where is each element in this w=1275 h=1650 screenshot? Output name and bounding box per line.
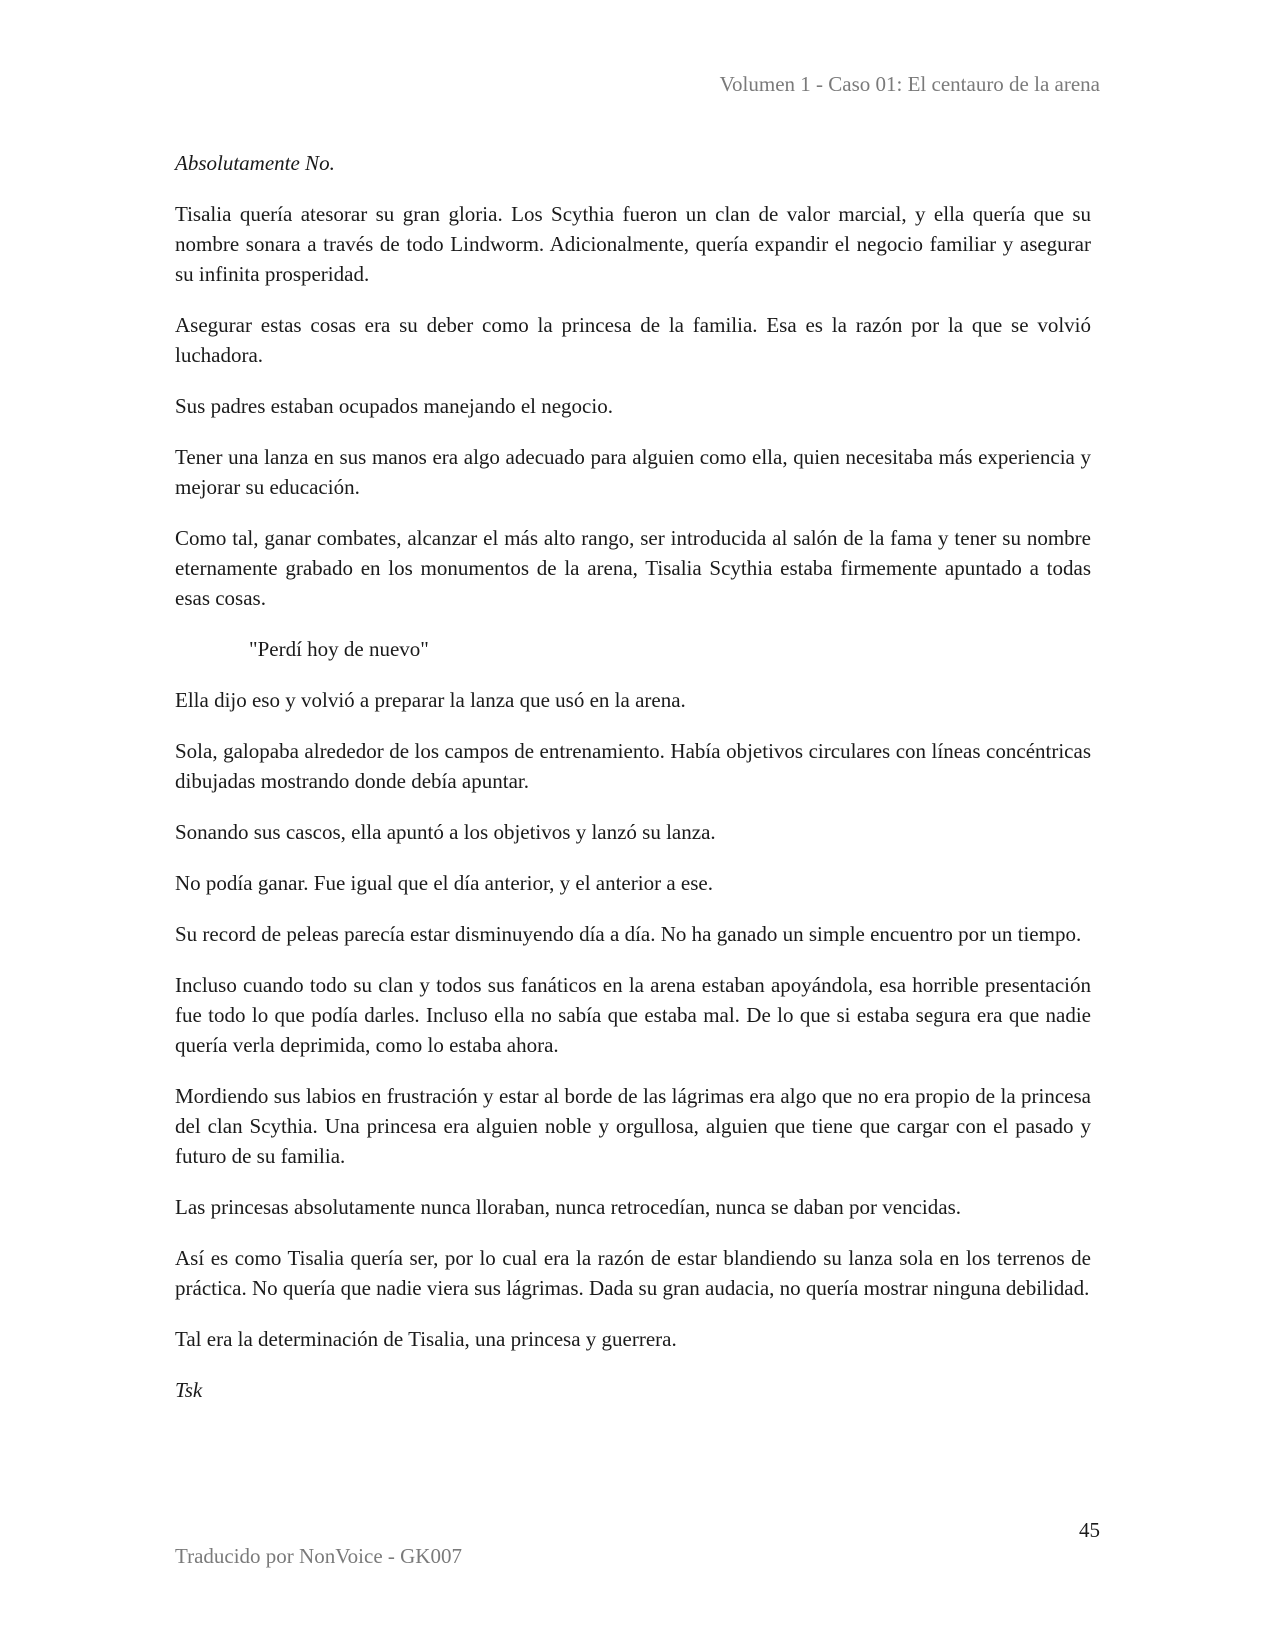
running-header: Volumen 1 - Caso 01: El centauro de la arena xyxy=(719,72,1100,96)
paragraph-15: Las princesas absolutamente nunca lloraban, nunca retrocedían, nunca se daban por vencidas. xyxy=(175,1195,962,1219)
body-text xyxy=(175,148,1091,1426)
paragraph-8: Ella dijo eso y volvió a preparar la lanza que usó en la arena. xyxy=(175,688,686,712)
paragraph-5: Tener una lanza en sus manos era algo adecuado para alguien como ella, quien necesitaba más experiencia y mejorar su educación. xyxy=(175,445,1091,499)
paragraph-12: Su record de peleas parecía estar disminuyendo día a día. No ha ganado un simple encuentro por un tiempo. xyxy=(175,922,1082,946)
paragraph-11: No podía ganar. Fue igual que el día anterior, y el anterior a ese. xyxy=(175,871,713,895)
paragraph-14: Mordiendo sus labios en frustración y estar al borde de las lágrimas era algo que no era propio de la princesa del clan Scythia. Una princesa era alguien noble y orgullosa, alguien que tiene que cargar con el pasado y futuro de su familia. xyxy=(175,1084,1091,1168)
paragraph-4: Sus padres estaban ocupados manejando el negocio. xyxy=(175,394,613,418)
paragraph-10: Sonando sus cascos, ella apuntó a los objetivos y lanzó su lanza. xyxy=(175,820,716,844)
paragraph-16: Así es como Tisalia quería ser, por lo cual era la razón de estar blandiendo su lanza sola en los terrenos de práctica. No quería que nadie viera sus lágrimas. Dada su gran audacia, no quería mostrar ninguna debilidad. xyxy=(175,1246,1091,1300)
footer-credit: Traducido por NonVoice - GK007 xyxy=(175,1544,462,1568)
page-number: 45 xyxy=(1079,1518,1100,1542)
paragraph-13: Incluso cuando todo su clan y todos sus fanáticos en la arena estaban apoyándola, esa horrible presentación fue todo lo que podía darles. Incluso ella no sabía que estaba mal. De lo que si estaba segura era que nadie quería verla deprimida, como lo estaba ahora. xyxy=(175,973,1091,1057)
paragraph-2: Tisalia quería atesorar su gran gloria. Los Scythia fueron un clan de valor marcial, y ella quería que su nombre sonara a través de todo Lindworm. Adicionalmente, quería expandir el negocio familiar y asegurar su infinita prosperidad. xyxy=(175,202,1091,286)
paragraph-17: Tal era la determinación de Tisalia, una princesa y guerrera. xyxy=(175,1327,677,1351)
dialogue-line: "Perdí hoy de nuevo" xyxy=(249,637,429,661)
paragraph-6: Como tal, ganar combates, alcanzar el más alto rango, ser introducida al salón de la fama y tener su nombre eternamente grabado en los monumentos de la arena, Tisalia Scythia estaba firmemente apuntado a todas esas cosas. xyxy=(175,526,1091,610)
paragraph-18: Tsk xyxy=(175,1378,203,1402)
paragraph-1: Absolutamente No. xyxy=(175,151,335,175)
paragraph-9: Sola, galopaba alrededor de los campos de entrenamiento. Había objetivos circulares con líneas concéntricas dibujadas mostrando donde debía apuntar. xyxy=(175,739,1091,793)
paragraph-3: Asegurar estas cosas era su deber como la princesa de la familia. Esa es la razón por la que se volvió luchadora. xyxy=(175,313,1091,367)
